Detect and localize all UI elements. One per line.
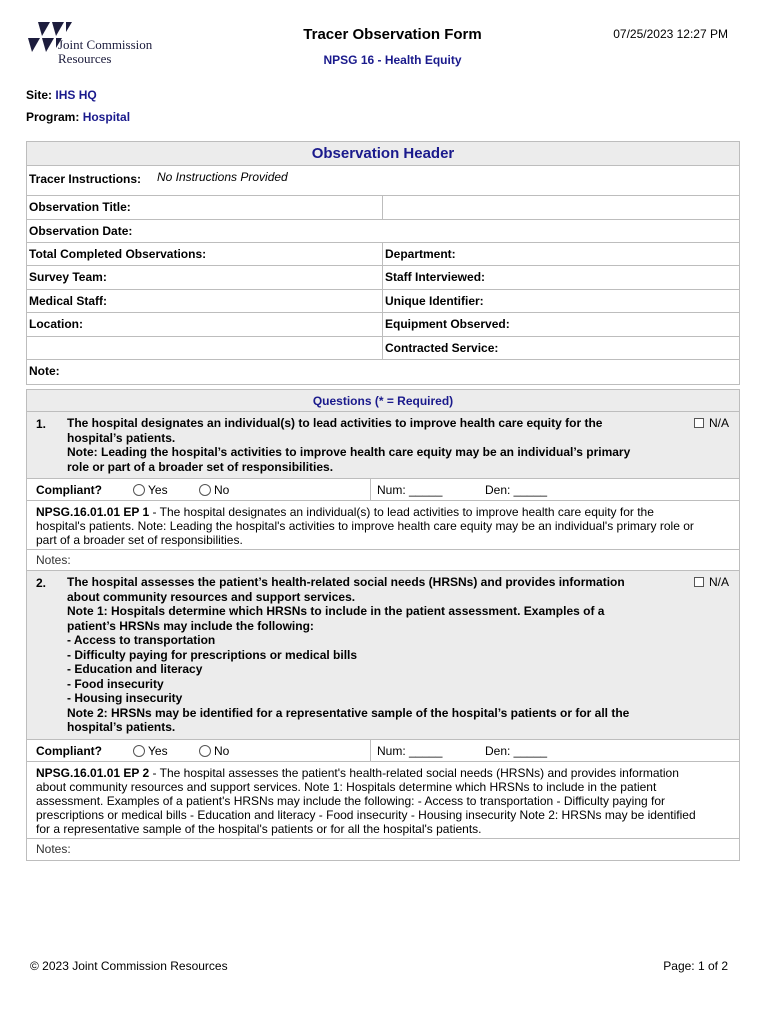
site-value: IHS HQ [55,88,97,102]
footer-copyright: © 2023 Joint Commission Resources [30,959,228,973]
den-field-1[interactable]: Den: _____ [485,483,548,497]
form-title: Tracer Observation Form [303,26,482,43]
contracted-service-row: Contracted Service: [27,337,739,361]
site-line: Site: IHS HQ [26,88,97,102]
observation-header-title: Observation Header [27,142,739,166]
notes-1[interactable]: Notes: [27,550,739,571]
radio-icon [133,484,145,496]
note-row: Note: [29,364,60,378]
observation-title-field[interactable] [383,196,739,219]
ep-text-1: NPSG.16.01.01 EP 1 - The hospital designates an individual(s) to lead activities to improve health care equity for the hospital's patients. Note: Leading the hospital's activities to improve health care equity may be an individual's primary role or part of a broader set of responsibilities. [27,501,739,550]
radio-icon [199,745,211,757]
observation-date-row: Observation Date: [27,220,739,243]
checkbox-icon [694,418,704,428]
na-checkbox-2[interactable]: N/A [694,575,729,590]
no-radio-2[interactable]: No [199,744,229,758]
form-subtitle: NPSG 16 - Health Equity [323,53,462,67]
questions-heading: Questions (* = Required) [27,390,739,412]
yes-radio-1[interactable]: Yes [133,483,168,497]
den-field-2[interactable]: Den: _____ [485,743,548,758]
question-2: 2. The hospital assesses the patient’s health-related social needs (HRSNs) and provides information about community resources and support services. Note 1: Hospitals determine which HRSNs to include in the patient assessment. Examples of a patient’s HRSNs may include the following: - Access to transportation - Difficulty paying for prescriptions or medical bills - Education and literacy - Food insecurity - Housing insecurity Note 2: HRSNs may be identified for a representative sample of the hospital’s patients or for all the hospital’s patients. N/A [27,571,739,740]
location-equipment-row: Location: Equipment Observed: [27,313,739,337]
radio-icon [133,745,145,757]
observation-header-section [26,141,740,385]
survey-staff-row: Survey Team: Staff Interviewed: [27,266,739,290]
tracer-instructions-row: Tracer Instructions: No Instructions Provided [27,166,739,196]
num-field-1[interactable]: Num: _____ [377,483,443,497]
checkbox-icon [694,577,704,587]
observation-title-row: Observation Title: [27,196,739,220]
num-field-2[interactable]: Num: _____ [377,743,443,758]
compliance-row-1: Compliant? Yes No Num: _____ Den: _____ [27,479,739,501]
ep-text-2: NPSG.16.01.01 EP 2 - The hospital assesses the patient's health-related social needs (HRSNs) and provides information about community resources and support services. Note 1: Hospitals determine which HRSNs to include in the patient assessment. Examples of a patient's HRSNs may include the following: - Access to transportation - Difficulty paying for prescriptions or medical bills - Education and literacy - Food insecurity - Housing insecurity Note 2: HRSNs may be identified for a representative sample of the hospital's patients or for all the hospital's patients. [27,762,739,839]
compliance-row-2: Compliant? Yes No Num: _____ Den: _____ [27,740,739,762]
radio-icon [199,484,211,496]
tracer-instructions-value: No Instructions Provided [157,170,288,184]
logo-text: Joint Commission Resources [58,37,153,66]
questions-section [26,389,740,861]
question-1: 1. The hospital designates an individual(s) to lead activities to improve health care equity for the hospital’s patients. Note: Leading the hospital’s activities to improve health care equity may be an individual’s primary role or part of a broader set of responsibilities. N/A [27,412,739,479]
program-line: Program: Hospital [26,110,131,124]
page-number: Page: 1 of 2 [663,959,728,973]
medical-unique-row: Medical Staff: Unique Identifier: [27,290,739,314]
notes-2[interactable]: Notes: [36,841,71,856]
total-department-row: Total Completed Observations: Department: [27,243,739,267]
na-checkbox-1[interactable]: N/A [694,416,729,431]
no-radio-1[interactable]: No [199,483,229,497]
yes-radio-2[interactable]: Yes [133,744,168,758]
print-datetime: 07/25/2023 12:27 PM [613,27,728,41]
program-value: Hospital [82,110,131,124]
